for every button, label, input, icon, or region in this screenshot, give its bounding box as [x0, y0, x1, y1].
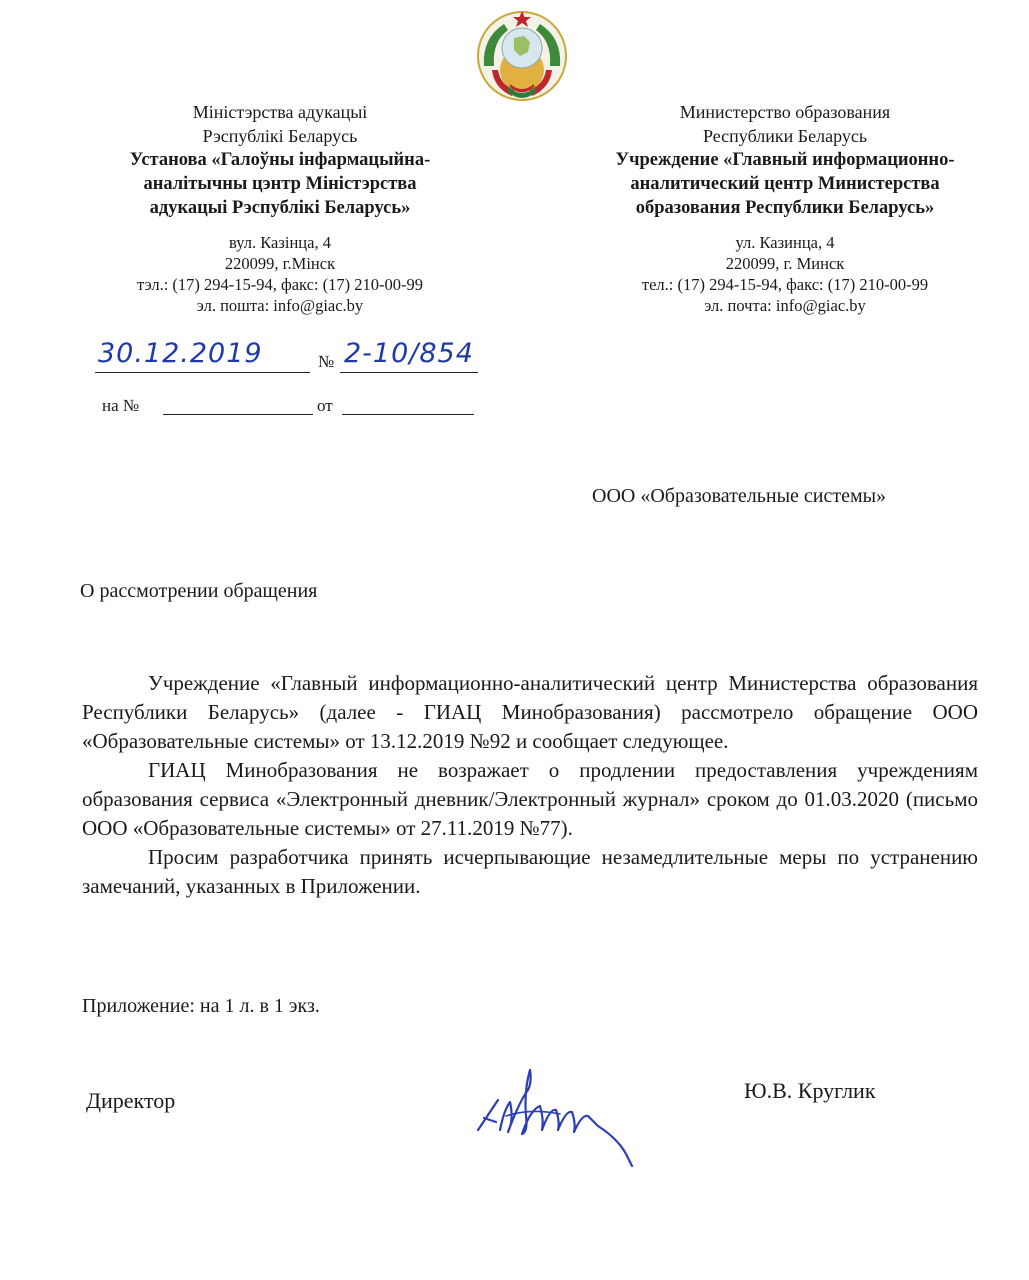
registration-date: 30.12.2019 — [98, 338, 263, 369]
address-email: эл. почта: info@giac.by — [704, 296, 866, 315]
address-email: эл. пошта: info@giac.by — [196, 296, 364, 315]
addressee: ООО «Образовательные системы» — [592, 485, 887, 507]
registration-number: 2-10/854 — [344, 338, 474, 369]
reference-number-line — [163, 414, 313, 415]
org-line2: аналитический центр Министерства — [630, 174, 940, 194]
org-line1: Установа «Галоўны інфармацыйна- — [129, 150, 431, 170]
coat-of-arms-emblem — [474, 8, 570, 104]
header-russian — [570, 100, 1000, 316]
body-paragraph-1: Учреждение «Главный информационно-аналитический центр Министерства образования Республики Беларусь» (далее - ГИАЦ Минобразования) рассмотрело обращение ООО «Образовательные системы» от 13.12.2019 №92 и сообщает следующее. — [82, 671, 978, 753]
address-city: 220099, г.Мінск — [224, 254, 336, 273]
reference-date-line — [342, 414, 474, 415]
signatory-title: Директор — [86, 1088, 176, 1113]
ministry-line1: Міністэрства адукацыі — [192, 102, 368, 122]
signatory-name: Ю.В. Круглик — [744, 1078, 876, 1103]
date-underline — [95, 372, 310, 373]
org-line3: образования Республики Беларусь» — [635, 198, 935, 218]
org-line1: Учреждение «Главный информационно- — [615, 150, 955, 170]
address-street: вул. Казінца, 4 — [229, 233, 331, 252]
address-block — [570, 232, 1000, 316]
org-line3: адукацыі Рэспублікі Беларусь» — [149, 198, 411, 218]
attachment-note: Приложение: на 1 л. в 1 экз. — [82, 995, 320, 1017]
ministry-line1: Министерство образования — [679, 102, 891, 122]
reference-date-label: от — [317, 396, 333, 415]
registration-number-label: № — [318, 352, 335, 371]
handwritten-signature — [470, 1060, 640, 1170]
number-underline — [340, 372, 478, 373]
header-belarusian — [70, 100, 490, 316]
address-street: ул. Казинца, 4 — [735, 233, 835, 252]
address-phone: тел.: (17) 294-15-94, факс: (17) 210-00-99 — [641, 275, 929, 294]
letter-subject: О рассмотрении обращения — [80, 580, 318, 602]
body-paragraph-2: ГИАЦ Минобразования не возражает о продлении предоставления учреждениям образования сервиса «Электронный дневник/Электронный журнал» сроком до 01.03.2020 (письмо ООО «Образовательные системы» от 27.11.2019 №77). — [82, 758, 978, 840]
letter-body — [82, 669, 978, 901]
ministry-line2: Рэспублікі Беларусь — [202, 126, 358, 146]
org-line2: аналітычны цэнтр Міністэрства — [143, 174, 417, 194]
reference-number-label: на № — [102, 396, 140, 415]
address-phone: тэл.: (17) 294-15-94, факс: (17) 210-00-99 — [136, 275, 424, 294]
address-city: 220099, г. Минск — [725, 254, 845, 273]
address-block — [70, 232, 490, 316]
body-paragraph-3: Просим разработчика принять исчерпывающие незамедлительные меры по устранению замечаний, указанных в Приложении. — [82, 845, 978, 898]
ministry-line2: Республики Беларусь — [702, 126, 868, 146]
